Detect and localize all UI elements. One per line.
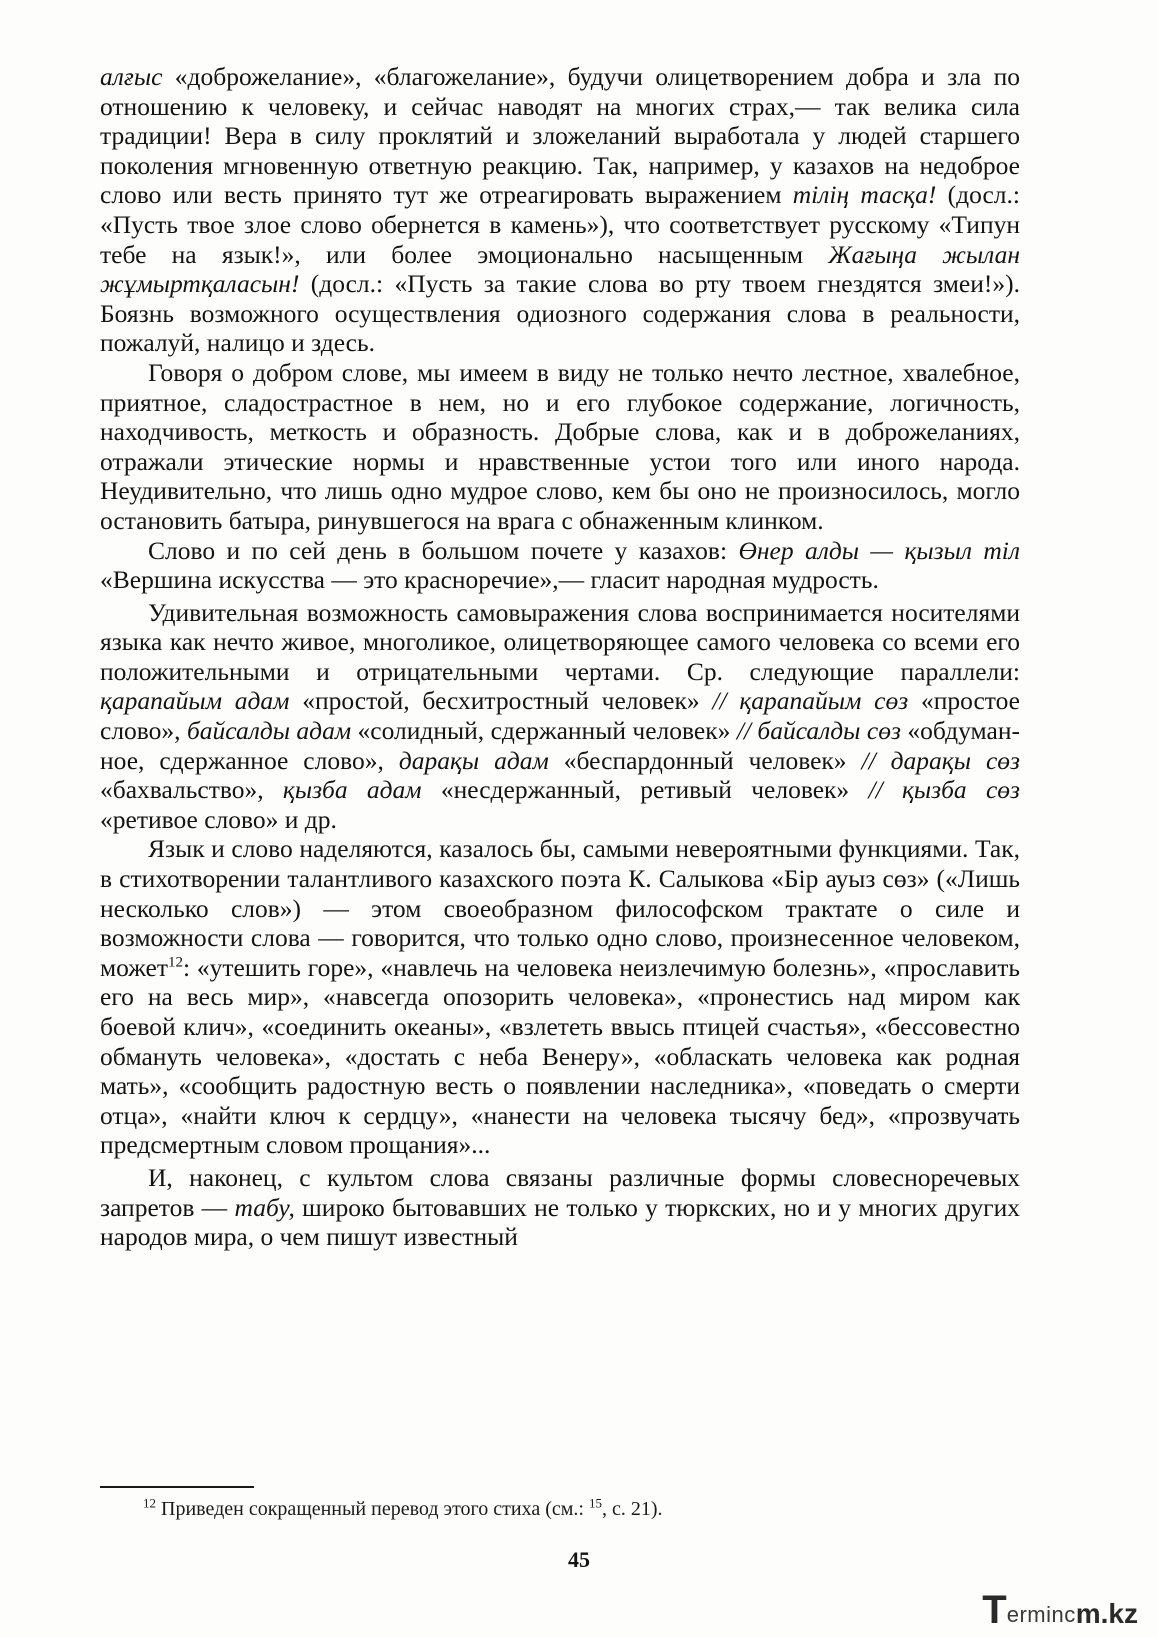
text-run: (досл.: «Пусть за такие слова во рту твоем гнездятся змеи!»). Боязнь возможного осуществления одиозного содержания слова в реальности, пожалуй, налицо и здесь. xyxy=(100,269,1020,358)
paragraph-3 xyxy=(100,536,1020,595)
footnote-number: 12 xyxy=(143,1495,156,1511)
footnote-rule xyxy=(100,1486,254,1488)
italic-run: // байсалды сөз xyxy=(736,716,901,746)
footnote-marker: 12 xyxy=(168,954,183,971)
italic-run: тілің тасқа! xyxy=(792,180,937,210)
text-run: И, наконец, с культом слова связаны различные формы словесноречевых запретов — xyxy=(100,1162,1020,1222)
text-run: «доброжелание», «благожелание», будучи олицетворением добра и зла по отношению к человеку, и сейчас наводят на многих страх,— так велика сила традиции! Вера в силу проклятий и зложеланий выработала у людей старшего поколения мгновенную ответную реакцию. Так, например, у казахов на недоброе слово или весть принято тут же отреагировать выражением xyxy=(100,62,1020,210)
italic-run: қарапайым адам xyxy=(100,686,290,716)
footnote-text-after: , с. 21). xyxy=(601,1498,663,1520)
text-run: «Вершина искусства — это красноречие»,— гласит народная мудрость. xyxy=(100,565,879,595)
watermark-end: m.kz xyxy=(1075,1598,1138,1629)
italic-run: байсалды адам xyxy=(186,716,352,746)
italic-run: табу, xyxy=(234,1192,295,1222)
italic-run: // қызба сөз xyxy=(868,775,1020,805)
page-number: 45 xyxy=(568,1547,590,1572)
paragraph-2 xyxy=(100,358,1020,536)
text-run: Говоря о добром слове, мы имеем в виду не только нечто лестное, хвалебное, приятное, сладострастное в нем, но и его глубокое содержание, логичность, находчивость, меткость и образность. Добрые слова, как и в доброжеланиях, отражали этические нормы и нравственные устои того или иного народа. Неудивительно, что лишь одно мудрое слово, кем бы оно не произносилось, могло остановить батыра, ринувшегося на врага с обнаженным клинком. xyxy=(100,357,1020,535)
text-run: «беспардонный человек» xyxy=(548,745,862,775)
footnote xyxy=(143,1497,1003,1521)
italic-run: дарақы адам xyxy=(398,745,549,775)
text-run: широко бытовавших не только у тюркских, но и у многих других народов мира, о чем пишут известный xyxy=(100,1192,1020,1252)
watermark-logo xyxy=(982,1590,1138,1630)
paragraph-4 xyxy=(100,598,1020,835)
watermark-middle: erminc xyxy=(1006,1602,1076,1627)
text-run: Слово и по сей день в большом почете у казахов: xyxy=(148,535,739,565)
italic-run: // дарақы сөз xyxy=(861,745,1020,775)
text-run: «обдуманное, сдержанное слово», xyxy=(100,716,1020,775)
body-text xyxy=(100,62,1020,1252)
text-run: «несдержанный, ретивый человек» xyxy=(421,775,869,805)
italic-run: алғыс xyxy=(100,62,163,91)
italic-run: Жағыңа жылан жұмыртқаласын! xyxy=(100,239,1020,299)
text-run: : «утешить горе», «навлечь на человека неизлечимую болезнь», «прославить его на весь мир», «навсегда опозорить человека», «пронестись над миром как боевой клич», «соединить океаны», «взлететь ввысь птицей счастья», «бессовестно обмануть человека», «достать с неба Венеру», «обласкать человека как родная мать», «сообщить радостную весть о появлении наследника», «поведать о смерти отца», «найти ключ к сердцу», «нанести на человека тысячу бед», «прозвучать предсмертным словом прощания»... xyxy=(100,952,1020,1160)
text-run: «солидный, сдержанный человек» xyxy=(351,716,737,746)
text-run: «ретивое слово» и др. xyxy=(100,804,337,834)
paragraph-6 xyxy=(100,1163,1020,1252)
italic-run: // қарапайым сөз xyxy=(712,686,909,716)
paragraph-5 xyxy=(100,834,1020,1160)
watermark-initial: T xyxy=(982,1588,1007,1632)
text-run: «простой, бесхитростный человек» xyxy=(289,686,713,716)
italic-run: қызба адам xyxy=(282,775,422,805)
text-run: Удивительная возможность самовыражения слова воспринимается носителями языка как нечто живое, многоликое, олицетворяющее самого человека со всеми его положительными и отрицательными чертами. Ср. следующие параллели: xyxy=(100,597,1020,686)
italic-run: Өнер алды — қызыл тіл xyxy=(738,535,1020,565)
text-run: Язык и слово наделяются, казалось бы, самыми невероятными функциями. Так, в стихотворении талантливого казахского поэта К. Салыкова «Бір ауыз сөз» («Лишь несколько слов») — этом своеобразном философском трактате о силе и возможности слова — говорится, что только одно слово, произнесенное человеком, может xyxy=(100,834,1020,982)
text-run: «бахвальство», xyxy=(100,775,283,805)
footnote-ref: 15 xyxy=(588,1495,602,1511)
text-run: «простое слово», xyxy=(100,686,1020,746)
footnote-text-before: Приведен сокращенный перевод этого стиха (см.: xyxy=(161,1498,589,1520)
text-run: (досл.: «Пусть твое злое слово обернется в камень»), что соответствует русскому «Типун тебе на язык!», или более эмоционально насыщенным xyxy=(100,180,1020,269)
paragraph-1 xyxy=(100,62,1020,358)
